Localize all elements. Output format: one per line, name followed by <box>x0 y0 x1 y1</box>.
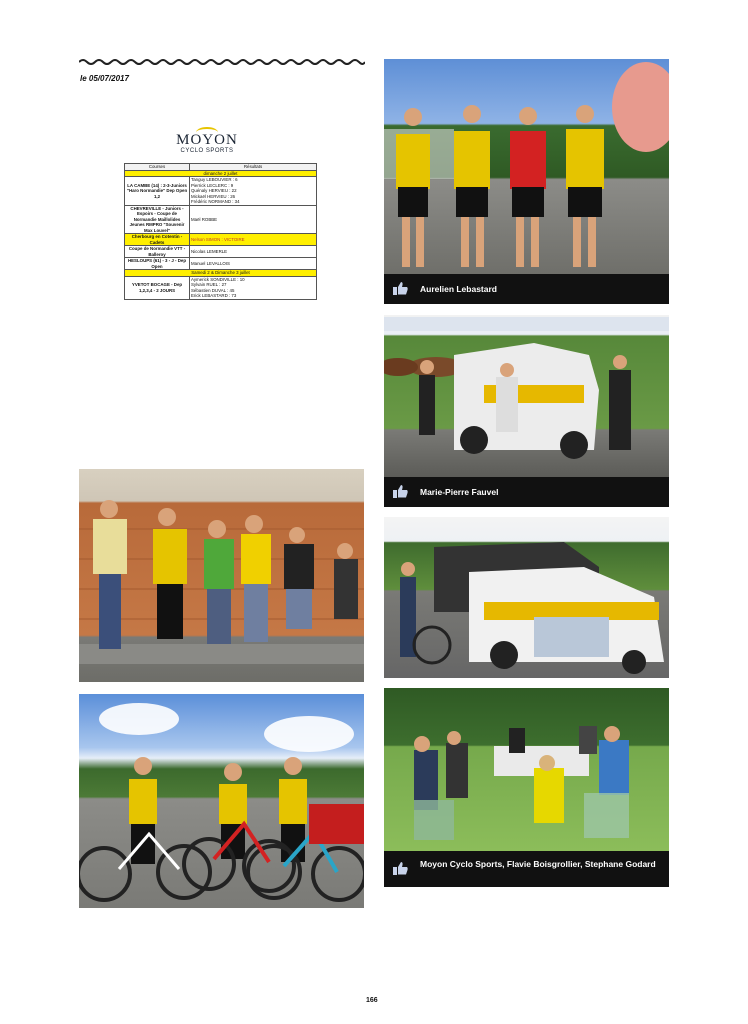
like-thumb-icon[interactable] <box>393 282 408 295</box>
logo-brand: MOYON <box>176 132 238 148</box>
result-line: Quénaly HERVIEU : 22 <box>191 188 237 193</box>
caption-text: Marie-Pierre Fauvel <box>420 487 499 497</box>
race-results <box>190 177 317 206</box>
result-line: Tanguy LEBOUVIER : 6 <box>191 177 238 182</box>
result-line: Erick LEBASTARD : 73 <box>191 293 237 298</box>
photo-podium-art <box>79 469 364 682</box>
section-label: Samedi 2 & Dimanche 3 juillet <box>125 270 317 277</box>
caption-bar <box>384 477 669 507</box>
result-line: Nelson SIMON : VICTOIRE <box>191 236 245 242</box>
race-name: Cherbourg en Cotentin - Cadets <box>125 234 190 246</box>
caption-text: Moyon Cyclo Sports, Flavie Boisgrollier, Stephane Godard <box>420 859 656 869</box>
section-label: dimanche 2 juillet <box>125 170 317 177</box>
header-courses: Courses <box>125 164 190 171</box>
race-name: Coupe de Normandie VTT - Balleroy <box>125 246 190 258</box>
result-line: Pierrick LECLERC : 9 <box>191 182 234 188</box>
photo-team-cars <box>384 517 669 678</box>
photo-three-cyclists-bikes <box>79 694 364 908</box>
race-results <box>190 246 317 258</box>
photo-three-cyclists-bikes-art <box>79 694 364 908</box>
result-line: Mickaël HERVIEU : 26 <box>191 193 236 199</box>
race-results <box>190 234 317 246</box>
race-name: HESLOUPS (61) - 3 - J - Dep Open <box>125 258 190 270</box>
photo-group-picnic-art <box>384 688 669 851</box>
article-date: le 05/07/2017 <box>80 74 129 83</box>
table-row-highlight <box>125 234 317 246</box>
photo-group-picnic <box>384 688 669 851</box>
race-results <box>190 276 317 299</box>
like-thumb-icon[interactable] <box>393 485 408 498</box>
club-logo <box>176 125 238 161</box>
result-line: Sébastien DUVAL : 45 <box>191 287 235 293</box>
photo-four-cyclists-art <box>384 59 669 274</box>
table-row <box>125 276 317 299</box>
logo-subtitle: CYCLO SPORTS <box>180 148 234 154</box>
race-name: CHEVREVILLE - Juniors - Espoirs - Coupe de Normandie Maillolides Jeunes RMPRO "Souvenir Max Louvel" <box>125 205 190 234</box>
decorative-wavy-rule <box>79 57 365 67</box>
result-line: Aymerick SONDIVILLE : 10 <box>191 276 245 282</box>
table-row <box>125 177 317 206</box>
photo-team-car-horses <box>384 315 669 477</box>
result-line: Manuel LEVALLOIS <box>191 260 230 266</box>
photo-team-car-horses-art <box>384 315 669 477</box>
page-number: 166 <box>366 997 378 1004</box>
header-resultats: Résultats <box>190 164 317 171</box>
result-line: Nicolas LEMERLE <box>191 248 228 254</box>
table-row <box>125 258 317 270</box>
photo-podium <box>79 469 364 682</box>
caption-bar <box>384 851 669 887</box>
race-name: LA CAMBE (14) : 2-3-Juniors "Haro Normandie" Dep Open 1,2 <box>125 177 190 206</box>
race-results <box>190 258 317 270</box>
result-line: Maël ROBBE <box>191 216 218 222</box>
like-thumb-icon[interactable] <box>393 862 408 875</box>
table-row <box>125 246 317 258</box>
photo-four-cyclists <box>384 59 669 274</box>
caption-text: Aurelien Lebastard <box>420 284 497 294</box>
result-line: Sylvain RUEL : 27 <box>191 282 227 287</box>
result-line: Frédéric NORMAND : 34 <box>191 199 240 204</box>
photo-team-cars-art <box>384 517 669 678</box>
race-results <box>190 205 317 234</box>
caption-bar <box>384 274 669 304</box>
race-name: YVETOT BOCAGE - Dep 1,2,3,4 - 2 JOURS <box>125 276 190 299</box>
table-row <box>125 205 317 234</box>
results-table <box>124 163 317 300</box>
